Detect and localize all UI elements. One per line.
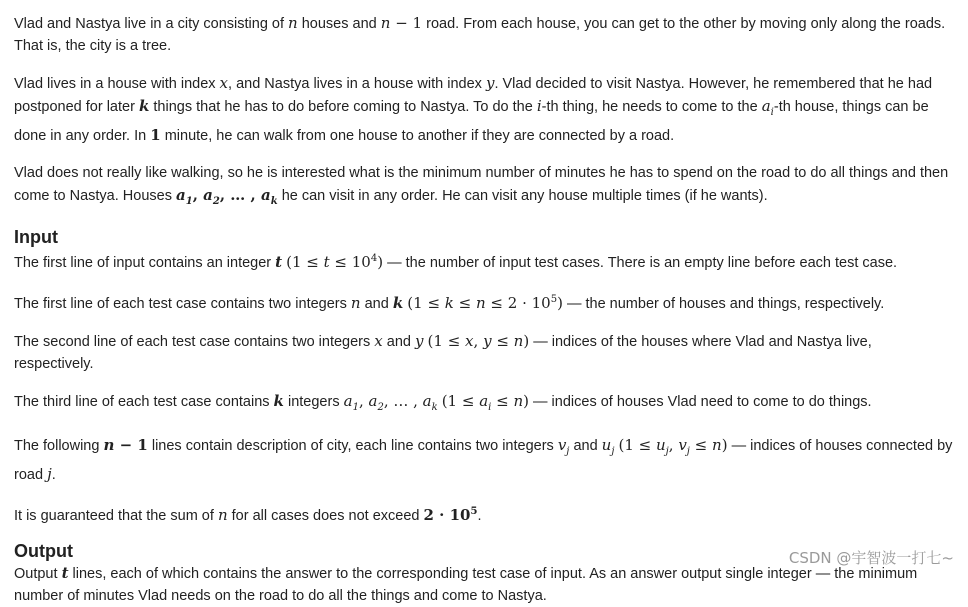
math-x: x	[219, 74, 229, 92]
math-t: t	[61, 564, 69, 582]
math-1: 1	[150, 126, 161, 144]
text: The second line of each test case contains two integers	[14, 334, 371, 350]
math-t-range: $(1 \le t \le 10^4)$	[286, 253, 384, 271]
math-k-range: $(1 \le k \le n \le 2 \cdot 10^5)$	[407, 294, 563, 312]
legend-paragraph-1	[14, 12, 954, 57]
math-limit: $2 \cdot 10^5$	[423, 506, 478, 524]
math-j: j	[47, 465, 52, 483]
text: — indices of houses connected by road	[14, 438, 953, 483]
input-paragraph-1	[14, 248, 954, 274]
math-x: x	[374, 332, 383, 350]
math-k: k	[138, 97, 150, 115]
legend-paragraph-3	[14, 162, 954, 213]
math-a-i: $a_i$	[761, 97, 774, 118]
text: — the number of houses and things, respectively.	[566, 296, 885, 312]
input-heading: Input	[14, 227, 58, 247]
text: and	[573, 438, 598, 454]
text: Vlad does not really like walking, so he is interested what is the minimum number of minutes he has to spend on the road to do all things and then come to Nastya. Houses	[14, 165, 949, 204]
text: It is guaranteed that the sum of	[14, 508, 214, 524]
math-n-minus-1: n − 1	[103, 436, 148, 454]
text: , and Nastya lives in a house with index	[228, 76, 482, 92]
input-paragraph-4	[14, 390, 954, 419]
text: Vlad and Nastya live in a city consisting of	[14, 16, 284, 32]
text: The third line of each test case contains	[14, 394, 270, 410]
text: lines, each of which contains the answer to the corresponding test case of input. As an answer output single integer — the minimum number of minutes Vlad needs on the road to do all the things and come to Nastya.	[14, 566, 918, 604]
math-i: i	[536, 97, 542, 115]
text: — indices of the houses where Vlad and Nastya live, respectively.	[14, 334, 872, 372]
math-u-j: $u_j$	[601, 436, 615, 457]
math-y: y	[415, 332, 424, 350]
output-heading: Output	[14, 541, 73, 561]
text: lines contain description of city, each line contains two integers	[151, 438, 554, 454]
text: houses and	[301, 16, 377, 32]
text: and	[364, 296, 389, 312]
text: .	[477, 508, 482, 524]
text: Output	[14, 566, 58, 582]
math-a-list: $a_1$, $a_2$, … , $a_k$	[343, 392, 438, 413]
text: integers	[287, 394, 340, 410]
text: road. From each house, you can get to the other by moving only along the roads. That is, the city is a tree.	[14, 16, 946, 54]
text: he can visit in any order. He can visit any house multiple times (if he wants).	[281, 188, 768, 204]
text: -th thing, he needs to come to the	[541, 99, 758, 115]
math-a-range: $(1 \le a_i \le n)$	[441, 392, 529, 413]
math-v-j: $v_j$	[557, 436, 570, 457]
math-k: k	[392, 294, 404, 312]
text: Vlad lives in a house with index	[14, 76, 216, 92]
text: minute, he can walk from one house to another if they are connected by a road.	[164, 128, 675, 144]
text: The following	[14, 438, 100, 454]
math-t: t	[275, 253, 283, 271]
input-paragraph-6	[14, 501, 954, 527]
math-n-minus-1: n − 1	[380, 14, 423, 32]
input-paragraph-2	[14, 289, 954, 315]
text: and	[386, 334, 411, 350]
math-n: n	[288, 14, 298, 32]
math-k: k	[273, 392, 284, 410]
text: The first line of each test case contains two integers	[14, 296, 347, 312]
csdn-watermark: CSDN @宇智波一打七~	[788, 549, 954, 567]
text: -th house, things can be done in any order. In	[14, 99, 929, 144]
input-paragraph-5	[14, 434, 954, 486]
text: .	[51, 467, 56, 483]
text: for all cases does not exceed	[231, 508, 420, 524]
text: — the number of input test cases. There is an empty line before each test case.	[387, 255, 898, 271]
math-y: y	[485, 74, 495, 92]
math-n: n	[217, 506, 228, 524]
legend-paragraph-2	[14, 72, 954, 147]
math-uv-range: ($1 \le u_j$, $v_j \le n$)	[618, 436, 728, 457]
text: The first line of input contains an integer	[14, 255, 272, 271]
text: . Vlad decided to visit Nastya. However, he remembered that he had postponed for later	[14, 76, 933, 115]
math-a-list: $a_1$, $a_2$, … , $a_k$	[176, 186, 278, 207]
output-paragraph-1	[14, 562, 954, 607]
text: things that he has to do before coming to Nastya. To do the	[153, 99, 533, 115]
math-xy-range: (1 ≤ x, y ≤ n)	[427, 332, 530, 350]
math-n: n	[350, 294, 361, 312]
input-paragraph-3	[14, 330, 954, 375]
text: — indices of houses Vlad need to come to do things.	[533, 394, 872, 410]
